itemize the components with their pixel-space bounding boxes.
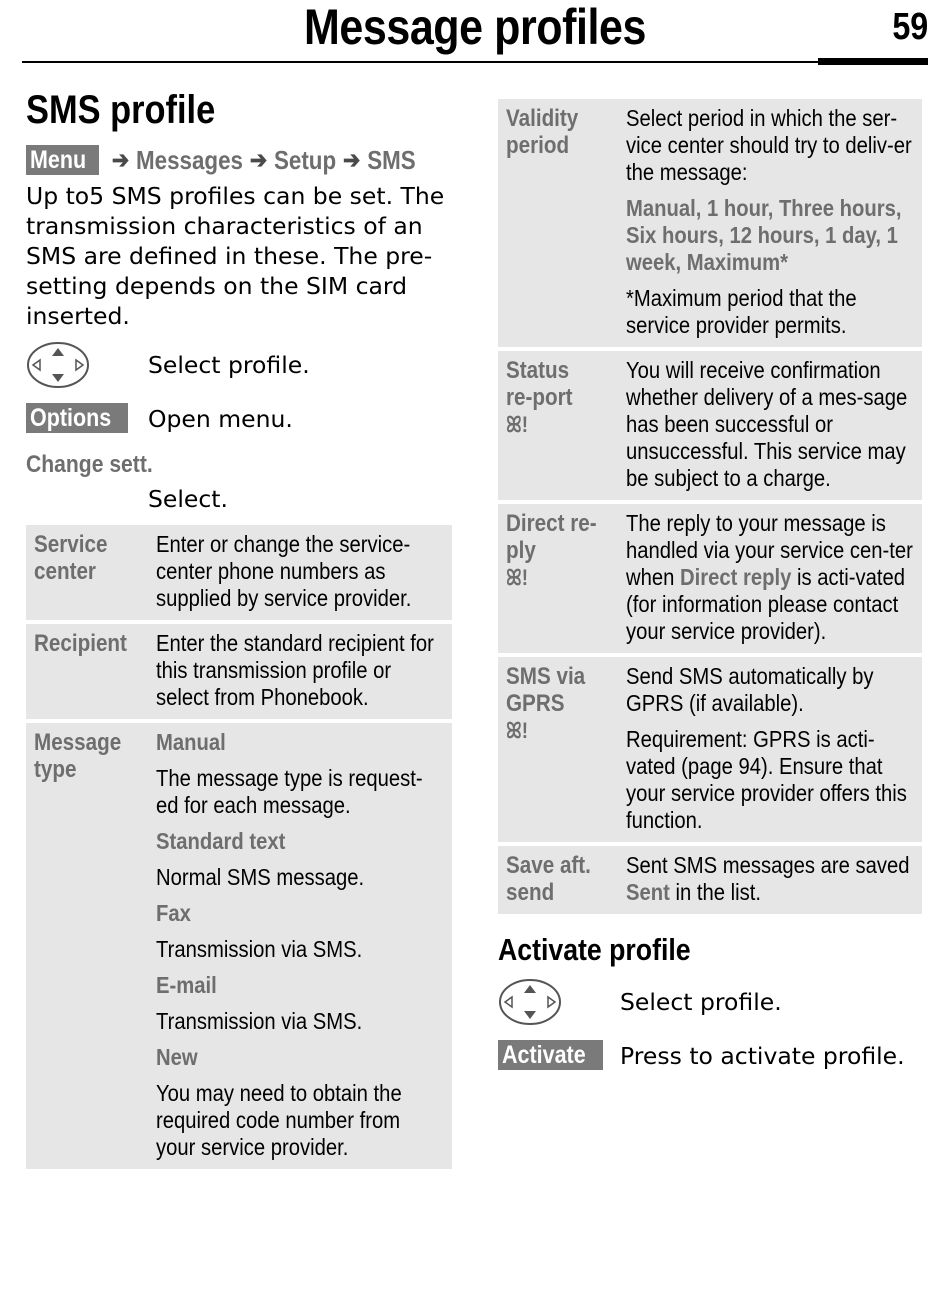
step-text: Select profile. (148, 351, 310, 379)
network-service-icon: ꕤ! (506, 565, 529, 590)
option-name: New (156, 1044, 198, 1070)
arrow-right-icon: ➔ (250, 146, 268, 174)
option-name: Standard text (156, 828, 286, 854)
network-service-icon: ꕤ! (506, 412, 529, 437)
table-row (498, 504, 922, 653)
row-label: Status re-port ꕤ! (498, 351, 618, 500)
step-activate (498, 1032, 922, 1086)
arrow-right-icon: ➔ (343, 146, 361, 174)
row-label: Service center (26, 525, 148, 620)
menu-softkey: Menu (26, 145, 99, 175)
row-label: Recipient (26, 624, 148, 719)
step-options (26, 395, 452, 449)
row-text: Enter the standard recipient for this transmission profile or select from Phonebook. (148, 624, 452, 719)
left-column (26, 88, 452, 1173)
breadcrumb-item-sms: SMS (367, 144, 416, 175)
period-options: Manual, 1 hour, Three hours, Six hours, 12 hours, 1 day, 1 week, Maximum* (626, 195, 902, 275)
step-text: Press to activate profile. (620, 1042, 905, 1070)
row-text: The reply to your message is handled via your service cen-ter when Direct reply is acti-vated (for information please contact your service provider). (618, 504, 922, 653)
highlight-term: Direct reply (680, 564, 792, 590)
navigation-key-icon (498, 978, 562, 1026)
option-text: Transmission via SMS. (156, 1008, 363, 1034)
header-rule (22, 61, 928, 63)
table-row (26, 525, 452, 620)
section-heading-activate-profile: Activate profile (498, 932, 691, 967)
row-text: Enter or change the service-center phone numbers as supplied by service provider. (148, 525, 452, 620)
highlight-term: Sent (626, 879, 670, 905)
activate-softkey: Activate (498, 1040, 603, 1070)
table-row (498, 657, 922, 842)
table-row (498, 846, 922, 914)
option-text: Normal SMS message. (156, 864, 365, 890)
breadcrumb (26, 143, 452, 177)
breadcrumb-item-messages: Messages (136, 144, 244, 175)
profile-settings-table (26, 521, 452, 1173)
option-name: E-mail (156, 972, 217, 998)
right-column (498, 95, 922, 1086)
step-select-profile (26, 341, 452, 395)
profile-settings-table-continued (498, 95, 922, 918)
table-row (498, 99, 922, 347)
option-name: Manual (156, 729, 226, 755)
row-text: Select period in which the ser-vice center should try to deliv-er the message: Manual, 1 hour, Three hours, Six hours, 12 hours, 1 day, 1 week, Maximum* *Maximum period that the service provider permits. (618, 99, 922, 347)
options-softkey: Options (26, 403, 128, 433)
row-label: SMS via GPRS ꕤ! (498, 657, 618, 842)
network-service-icon: ꕤ! (506, 718, 529, 743)
change-settings-text: Select. (148, 485, 228, 513)
row-label: Message type (26, 723, 148, 1169)
header-rule-accent (818, 58, 928, 65)
row-text: You will receive confirmation whether delivery of a mes-sage has been successful or unsuccessful. This service may be subject to a charge. (618, 351, 922, 500)
table-row (26, 723, 452, 1169)
step-select-profile (498, 978, 922, 1032)
option-name: Fax (156, 900, 191, 926)
row-label: Validity period (498, 99, 618, 347)
table-row (498, 351, 922, 500)
step-text: Select profile. (620, 988, 782, 1016)
row-text: Sent SMS messages are saved Sent in the list. (618, 846, 922, 914)
table-row (26, 624, 452, 719)
breadcrumb-item-setup: Setup (274, 144, 337, 175)
row-label: Save aft. send (498, 846, 618, 914)
row-text (148, 723, 452, 1169)
step-text: Open menu. (148, 405, 293, 433)
row-label: Direct re-ply ꕤ! (498, 504, 618, 653)
change-settings-label: Change sett. (26, 451, 153, 478)
footnote: *Maximum period that the service provider permits. (626, 285, 857, 338)
section-heading-sms-profile: SMS profile (26, 88, 216, 132)
intro-paragraph: Up to5 SMS profiles can be set. The transmission characteristics of an SMS are defined in these. The pre-setting depends on the SIM card inserted. (26, 182, 445, 330)
page-number: 59 (892, 6, 928, 48)
option-text: Transmission via SMS. (156, 936, 363, 962)
option-text: You may need to obtain the required code number from your service provider. (156, 1080, 402, 1160)
row-text: Send SMS automatically by GPRS (if available). Requirement: GPRS is acti-vated (page 94). Ensure that your service provider offers this function. (618, 657, 922, 842)
navigation-key-icon (26, 341, 90, 389)
arrow-right-icon: ➔ (112, 146, 130, 174)
page-title: Message profiles (303, 0, 647, 55)
option-text: The message type is request-ed for each message. (156, 765, 423, 818)
